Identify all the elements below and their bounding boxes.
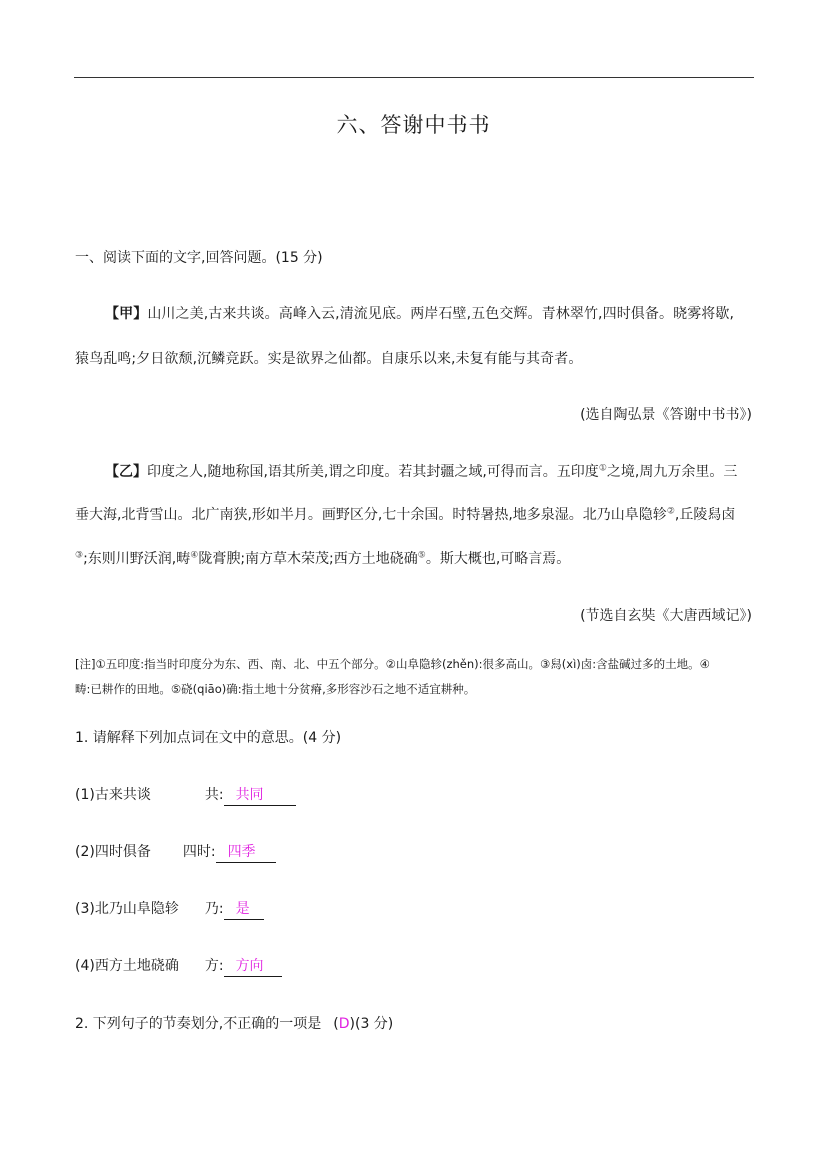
passage-yi-text3b: 陇膏腴;南方草木荣茂;西方土地硗确: [198, 551, 418, 567]
q2-paren-open: (: [333, 1016, 339, 1032]
q1-item-2-word: 四时:: [182, 844, 216, 860]
q1-item-1-num: (1): [75, 787, 95, 803]
q1-item-4-blank: [224, 956, 282, 977]
q2-paren-close: )(3 分): [349, 1016, 394, 1032]
q1-item-2-phrase: 四时俱备: [94, 844, 151, 860]
passage-yi-text3a: ;东则川野沃润,畴: [83, 551, 191, 567]
passage-jia-label: 【甲】: [105, 306, 148, 322]
q1-item-1-phrase: 古来共谈: [94, 787, 151, 803]
passage-yi-text1a: 印度之人,随地称国,语其所美,谓之印度。若其封疆之域,可得而言。五印度: [147, 464, 599, 480]
section-heading: 一、阅读下面的文字,回答问题。(15 分): [75, 250, 323, 266]
passage-yi-source: (节选自玄奘《大唐西域记》): [580, 608, 752, 624]
q2-answer: D: [338, 1016, 350, 1032]
passage-jia-line1: [105, 304, 734, 324]
q1-item-4-word: 方:: [204, 958, 224, 974]
passage-yi-line3: [75, 549, 570, 569]
q1-item-2-blank: [216, 842, 276, 863]
q1-item-2-num: (2): [75, 844, 95, 860]
footnote-marker-1: ①: [598, 463, 607, 474]
passage-yi-line2: [75, 505, 735, 525]
passage-yi-line1: [105, 462, 737, 482]
footnote-marker-5: ⑤: [417, 550, 426, 561]
q1-item-3: [75, 899, 264, 920]
q1-item-4-phrase: 西方土地硗确: [94, 958, 179, 974]
header-rule: [74, 77, 754, 78]
q1-item-3-word: 乃:: [204, 901, 224, 917]
q1-item-3-num: (3): [75, 901, 95, 917]
footnote-marker-2: ②: [666, 506, 675, 517]
q1-item-3-answer: 是: [235, 901, 250, 917]
passage-yi-text1b: 之境,周九万余里。三: [606, 464, 738, 480]
q1-item-4: [75, 956, 282, 977]
passage-jia-source: (选自陶弘景《答谢中书书》): [580, 407, 752, 423]
q1-item-1: [75, 785, 296, 806]
question-1-stem: 1. 请解释下列加点词在文中的意思。(4 分): [75, 730, 342, 746]
question-2-stem-line: [75, 1014, 393, 1034]
q1-item-1-word: 共:: [204, 787, 224, 803]
q1-item-3-blank: [224, 899, 264, 920]
question-2-stem: 2. 下列句子的节奏划分,不正确的一项是: [75, 1016, 322, 1032]
notes-line2: 畴:已耕作的田地。⑤硗(qiāo)确:指土地十分贫瘠,多形容沙石之地不适宜耕种。: [75, 682, 476, 696]
notes-line1: [注]①五印度:指当时印度分为东、西、南、北、中五个部分。②山阜隐轸(zhěn):很多高山。③舄(xì)卤:含盐碱过多的土地。④: [75, 657, 710, 671]
q1-item-4-num: (4): [75, 958, 95, 974]
passage-yi-text2b: ,丘陵舄卤: [674, 507, 736, 523]
q1-item-3-phrase: 北乃山阜隐轸: [94, 901, 179, 917]
page-title: 六、答谢中书书: [336, 113, 491, 137]
q1-item-2-answer: 四季: [227, 844, 256, 860]
footnote-marker-4: ④: [190, 550, 199, 561]
q1-item-1-blank: [224, 785, 296, 806]
q1-item-2: [75, 842, 276, 863]
passage-jia-text1: 山川之美,古来共谈。高峰入云,清流见底。两岸石壁,五色交辉。青林翠竹,四时俱备。晓雾将歇,: [147, 306, 735, 322]
passage-jia-line2: 猿鸟乱鸣;夕日欲颓,沉鳞竞跃。实是欲界之仙都。自康乐以来,未复有能与其奇者。: [75, 351, 583, 367]
passage-yi-text3c: 。斯大概也,可略言焉。: [425, 551, 571, 567]
q1-item-1-answer: 共同: [235, 787, 264, 803]
passage-yi-text2a: 垂大海,北背雪山。北广南狭,形如半月。画野区分,七十余国。时特暑热,地多泉湿。北乃山阜隐轸: [75, 507, 667, 523]
passage-yi-label: 【乙】: [105, 464, 147, 480]
q1-item-4-answer: 方向: [235, 958, 264, 974]
footnote-marker-3: ③: [75, 550, 84, 561]
